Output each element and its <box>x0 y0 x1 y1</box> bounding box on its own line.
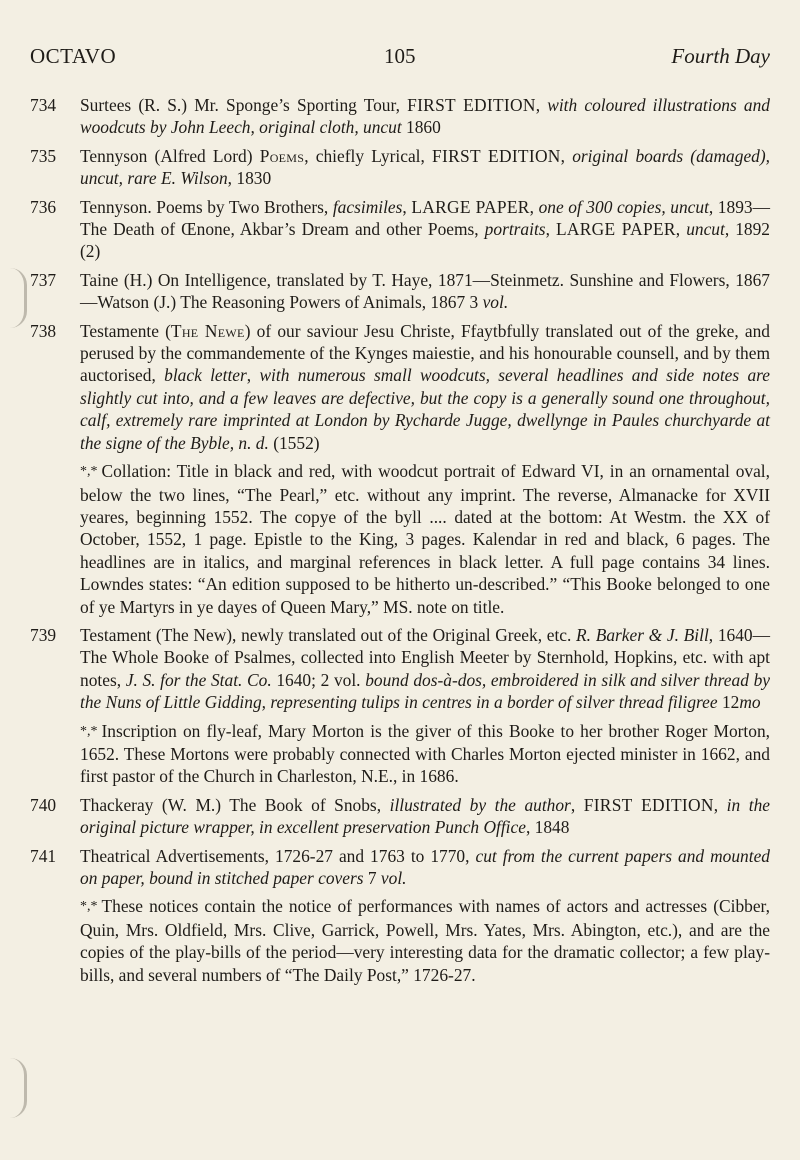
lot-description <box>80 269 770 314</box>
lot-text-part: 3 <box>465 292 483 313</box>
lot-text-part: 1640; 2 vol. <box>271 669 366 690</box>
lot-text-part: 1860 <box>401 117 441 138</box>
lot-text-part: imprinted at London by Rycharde Jugge, dwellynge in Paules churchyarde at the signe of the Byble, n. d. <box>80 410 770 453</box>
lot-entry <box>30 845 770 890</box>
lot-note <box>30 460 770 618</box>
lot-text-part: FIRST EDITION <box>407 95 536 115</box>
lot-text-part: uncut <box>686 219 725 240</box>
lot-entry <box>30 94 770 139</box>
lot-text-part: ) of our saviour Jesu Christe, Ffaytbfully translated out of the greke, and perused by the commandemente of the Kynges maiestie, and his honourable counsell, and by them auctorised, <box>80 320 771 386</box>
lot-entry <box>30 145 770 190</box>
lot-text-part: Poems <box>259 145 305 166</box>
lot-text-part: Thackeray (W. M.) The Book of Snobs, <box>80 794 390 815</box>
binding-shadow-mark <box>10 268 27 328</box>
lot-text-part: R. Barker & J. Bill <box>576 624 709 645</box>
lot-entry <box>30 624 770 714</box>
lot-text-part: , <box>529 196 539 217</box>
lot-text-part: , <box>675 219 687 240</box>
lot-text-part: with coloured illustrations and woodcuts by John Leech, original cloth, uncut <box>80 95 770 138</box>
note-asterism: *,* <box>80 723 98 739</box>
lot-text-part: cut from the current papers and mounted on paper, bound in stitched paper covers <box>80 845 771 888</box>
page-header <box>30 44 770 74</box>
lot-text-part: bound dos-à-dos, embroidered in silk and silver thread by the Nuns of Little Gidding, representing tulips in centres in a border of silver thread filigree <box>80 669 770 713</box>
note-text: These notices contain the notice of performances with names of actors and actresses (Cibber, Quin, Mrs. Oldfield, Mrs. Clive, Garrick, Powell, Mrs. Yates, Mrs. Abington, etc.), and are the copies of the play-bills of the period—very interesting data for the dramatic collector; a few play-bills, and several numbers of “The Daily Post,” 1726-27. <box>80 896 770 985</box>
lot-text-part: Punch Office <box>434 817 526 838</box>
lot-entry <box>30 196 770 263</box>
lot-text-part: illustrated by the author <box>389 794 571 815</box>
lot-text-part: Testamente ( <box>80 320 171 341</box>
page-number: 105 <box>384 44 416 68</box>
lot-text-part: , <box>570 794 584 815</box>
header-format: OCTAVO <box>30 44 117 68</box>
lot-text-part: with numerous small woodcuts, several headlines and side notes are slightly cut into, and a few leaves are defective, but the copy is a generally sound one throughout, calf, extremely rare <box>80 365 771 431</box>
lot-text-part: , chiefly Lyrical, <box>304 145 433 166</box>
lot-text-part: , 1892 <box>724 219 770 240</box>
lot-text-part: 12 <box>717 692 740 713</box>
lot-text-part: facsimiles <box>332 196 403 217</box>
lot-description <box>80 196 770 263</box>
lot-text-part: FIRST EDITION <box>583 794 714 815</box>
lot-number: 735 <box>30 145 57 166</box>
lot-text-part: J. S. for the Stat. Co. <box>125 669 272 690</box>
lot-text-part: LARGE PAPER <box>555 219 676 240</box>
lot-text-part: , <box>246 365 260 386</box>
lot-text-part: portraits <box>484 219 546 240</box>
lot-entry <box>30 794 770 839</box>
lot-text-part: , 1848 <box>525 817 570 838</box>
lot-text-part: The Newe <box>170 320 245 341</box>
lot-text-part: FIRST EDITION <box>432 145 561 166</box>
lot-description <box>80 145 770 190</box>
note-text: Inscription on fly-leaf, Mary Morton is the giver of this Booke to her brother Roger Morton, 1652. These Mortons were probably connected with Charles Morton ejected minister in 1662, and first pastor of the Church in Charleston, N.E., in 1686. <box>80 720 770 787</box>
lot-note <box>30 720 770 788</box>
lot-text-part: , 1640—The Whole Booke of Psalmes, collected into English Meeter by Sternhold, Hopkins, etc. with apt notes, <box>80 624 770 690</box>
lot-text-part: in the original picture wrapper, in excellent preservation <box>80 794 770 838</box>
lot-text-part: Testament (The New), newly translated out of the Original Greek, etc. <box>80 624 577 645</box>
lot-number: 739 <box>30 624 57 645</box>
lot-number: 736 <box>30 196 57 217</box>
lot-list <box>30 94 770 992</box>
note-asterism: *,* <box>80 464 98 480</box>
note-asterism: *,* <box>80 899 98 915</box>
lot-text-part: LARGE PAPER <box>411 196 530 217</box>
lot-description <box>80 845 770 890</box>
lot-text-part: (2) <box>80 241 101 262</box>
lot-note <box>30 895 770 986</box>
lot-text-part: one of 300 copies, uncut <box>538 196 709 217</box>
note-text: Collation: Title in black and red, with woodcut portrait of Edward VI, in an ornamental oval, below the two lines, “The Pearl,” etc. without any imprint. The reverse, Almanacke for XVII yeares, beginning 1552. The copye of the byll .... dated at the bottom: At Westm. the XX of October, 1552, 1 page. Epistle to the King, 3 pages. Kalendar in red and black, 6 pages. The headlines are in italics, and marginal references in black letter. A full page contains 34 lines. Lowndes states: “An edition supposed to be hitherto un-described.” “This Booke belonged to one of ye Martyrs in ye dayes of Queen Mary,” MS. note on title. <box>80 461 770 617</box>
lot-number: 740 <box>30 794 57 815</box>
lot-number: 738 <box>30 320 57 341</box>
lot-text-part: vol. <box>380 868 407 888</box>
header-day: Fourth Day <box>671 44 770 68</box>
lot-text-part: Tennyson. Poems by Two Brothers, <box>80 196 333 217</box>
lot-text-part: E. Wilson <box>161 168 228 189</box>
lot-text-part: vol. <box>482 292 509 313</box>
lot-description <box>80 624 770 714</box>
lot-text-part: , <box>402 196 412 217</box>
lot-text-part: , <box>713 794 727 815</box>
lot-text-part: , 1893—The Death of Œnone, Akbar’s Dream and other Poems, <box>80 196 770 240</box>
lot-text-part: , 1830 <box>227 168 272 189</box>
binding-shadow-mark <box>10 1058 27 1118</box>
lot-entry <box>30 269 770 314</box>
lot-text-part: original boards (damaged), uncut, rare <box>80 145 770 189</box>
lot-number: 737 <box>30 269 57 290</box>
lot-text-part: , <box>545 219 556 240</box>
lot-text-part: , <box>535 95 548 115</box>
lot-text-part: Surtees (R. S.) Mr. Sponge’s Sporting Tour, <box>80 95 408 115</box>
lot-text-part: Theatrical Advertisements, 1726-27 and 1763 to 1770, <box>80 845 476 866</box>
lot-text-part: 7 <box>363 868 381 888</box>
lot-description <box>80 94 770 139</box>
lot-text-part: Taine (H.) On Intelligence, translated by T. Haye, 1871—Steinmetz. Sunshine and Flowers, 1867—Watson (J.) The Reasoning Powers of Animals, 1867 <box>80 269 770 313</box>
lot-text-part: mo <box>739 692 761 713</box>
lot-entry <box>30 320 770 454</box>
lot-description <box>80 794 770 839</box>
lot-description <box>80 320 770 454</box>
lot-text-part: (1552) <box>268 432 320 453</box>
lot-number: 741 <box>30 845 57 866</box>
lot-number: 734 <box>30 95 57 115</box>
lot-text-part: Tennyson (Alfred Lord) <box>80 145 260 166</box>
lot-text-part: black letter <box>164 365 247 386</box>
lot-text-part: , <box>560 145 573 166</box>
